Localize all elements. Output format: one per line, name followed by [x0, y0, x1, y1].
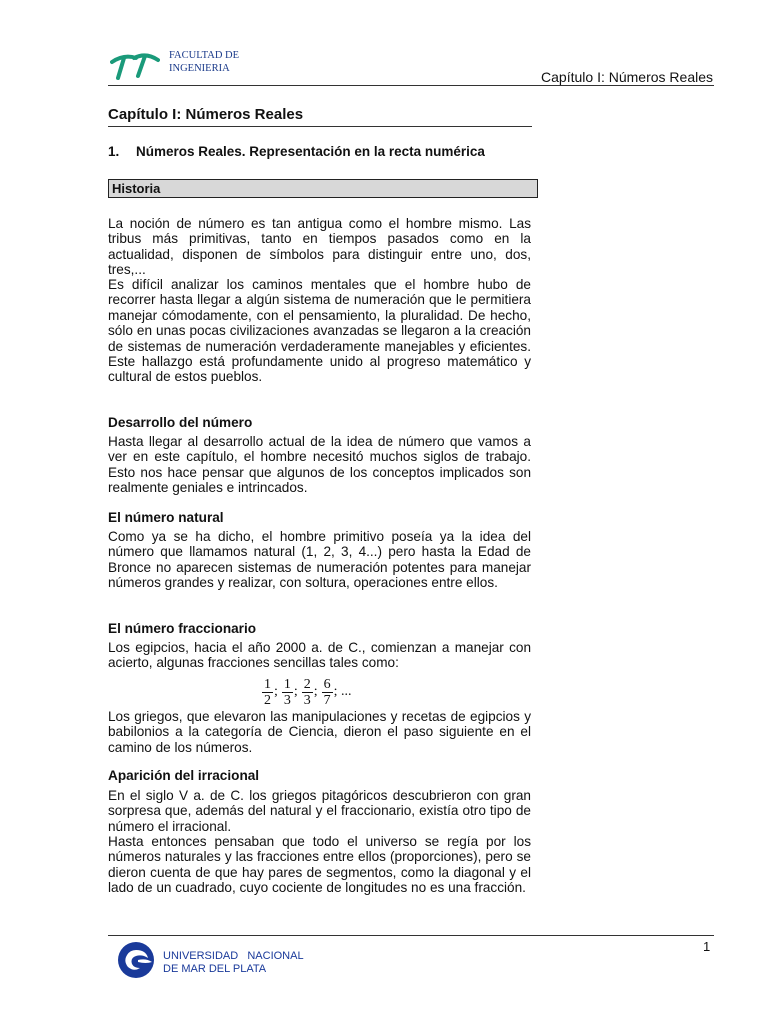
page-number: 1	[703, 939, 711, 954]
faculty-line-2: INGENIERIA	[169, 63, 230, 74]
fraction-numerator: 6	[323, 676, 331, 692]
university-line-1: UNIVERSIDAD NACIONAL	[163, 950, 304, 962]
fraction	[262, 677, 273, 708]
fraccionario-heading: El número fraccionario	[108, 621, 257, 636]
faculty-line-1: FACULTAD DE	[169, 50, 240, 61]
intro-paragraph-2: Es difícil analizar los caminos mentales que el hombre hubo de recorrer hasta llegar a algún sistema de numeración que le permitiera manejar cómodamente, con el pensamiento, la pluralidad. De hecho, sólo en unas pocas civilizaciones avanzadas se llegaron a la creación de sistemas de numeración verdaderamente manejables y eficientes. Este hallazgo está profundamente unido al progreso matemático y cultural de estos pueblos.	[108, 277, 531, 385]
chapter-title: Capítulo I: Números Reales	[108, 106, 304, 123]
fraction	[302, 677, 313, 708]
fraction-examples	[262, 674, 356, 710]
intro-paragraph: La noción de número es tan antigua como el hombre mismo. Las tribus más primitivas, tanto en tiempos pasados como en la actualidad, disponen de símbolos para distinguir entre uno, dos, tres,...	[108, 216, 531, 278]
historia-box-title: Historia	[112, 181, 161, 196]
university-name	[163, 950, 304, 975]
section-heading	[108, 144, 485, 159]
irracional-paragraph-2: Hasta entonces pensaban que todo el universo se regía por los números naturales y las fracciones entre ellos (proporciones), pero se dieron cuenta de que hay pares de segmentos, como la diagonal y el lado de un cuadrado, cuyo cociente de longitudes no es una fracción.	[108, 834, 531, 896]
fraction-numerator: 1	[283, 676, 291, 692]
fraction-numerator: 2	[303, 676, 311, 692]
historia-box	[108, 179, 538, 198]
faculty-logo-icon	[110, 50, 160, 80]
faculty-name	[169, 49, 239, 75]
section-number: 1.	[108, 144, 120, 159]
desarrollo-paragraph: Hasta llegar al desarrollo actual de la idea de número que vamos a ver en este capítulo, el hombre necesitó muchos siglos de trabajo. Esto nos hace pensar que algunos de los conceptos implicados son realmente geniales e intrincados.	[108, 434, 531, 496]
fraction	[322, 677, 333, 708]
chapter-divider	[108, 126, 532, 127]
fraction	[282, 677, 293, 708]
fraction-denominator: 3	[303, 692, 311, 708]
section-title: Números Reales. Representación en la recta numérica	[136, 144, 485, 159]
fraction-separator: ;	[274, 684, 278, 699]
fraction-denominator: 7	[323, 692, 331, 708]
fraction-separator: ;	[293, 684, 298, 699]
fraccionario-paragraph-2: Los griegos, que elevaron las manipulaciones y recetas de egipcios y babilonios a la categoría de Ciencia, dieron el paso siguiente en el camino de los números.	[108, 709, 531, 755]
irracional-paragraph: En el siglo V a. de C. los griegos pitagóricos descubrieron con gran sorpresa que, además del natural y el fraccionario, existía otro tipo de número el irracional.	[108, 788, 531, 834]
university-logo-icon	[116, 940, 156, 980]
footer-divider	[108, 935, 714, 936]
fraction-separator: ;	[313, 684, 318, 699]
running-header-title: Capítulo I: Números Reales	[541, 69, 713, 85]
fraccionario-paragraph: Los egipcios, hacia el año 2000 a. de C., comienzan a manejar con acierto, algunas fracciones sencillas tales como:	[108, 640, 531, 671]
desarrollo-heading: Desarrollo del número	[108, 415, 253, 430]
fraction-denominator: 3	[283, 692, 291, 708]
natural-heading: El número natural	[108, 510, 224, 525]
fraction-denominator: 2	[264, 692, 271, 708]
natural-paragraph: Como ya se ha dicho, el hombre primitivo poseía ya la idea del número que llamamos natural (1, 2, 3, 4...) pero hasta la Edad de Bronce no aparecen sistemas de numeración potentes para manejar números grandes y realizar, con soltura, operaciones entre ellos.	[108, 529, 531, 591]
header-divider	[108, 85, 714, 86]
irracional-heading: Aparición del irracional	[108, 768, 260, 783]
fraction-numerator: 1	[264, 676, 271, 692]
fraction-separator: ; ...	[333, 684, 352, 699]
university-line-2: DE MAR DEL PLATA	[163, 962, 267, 975]
